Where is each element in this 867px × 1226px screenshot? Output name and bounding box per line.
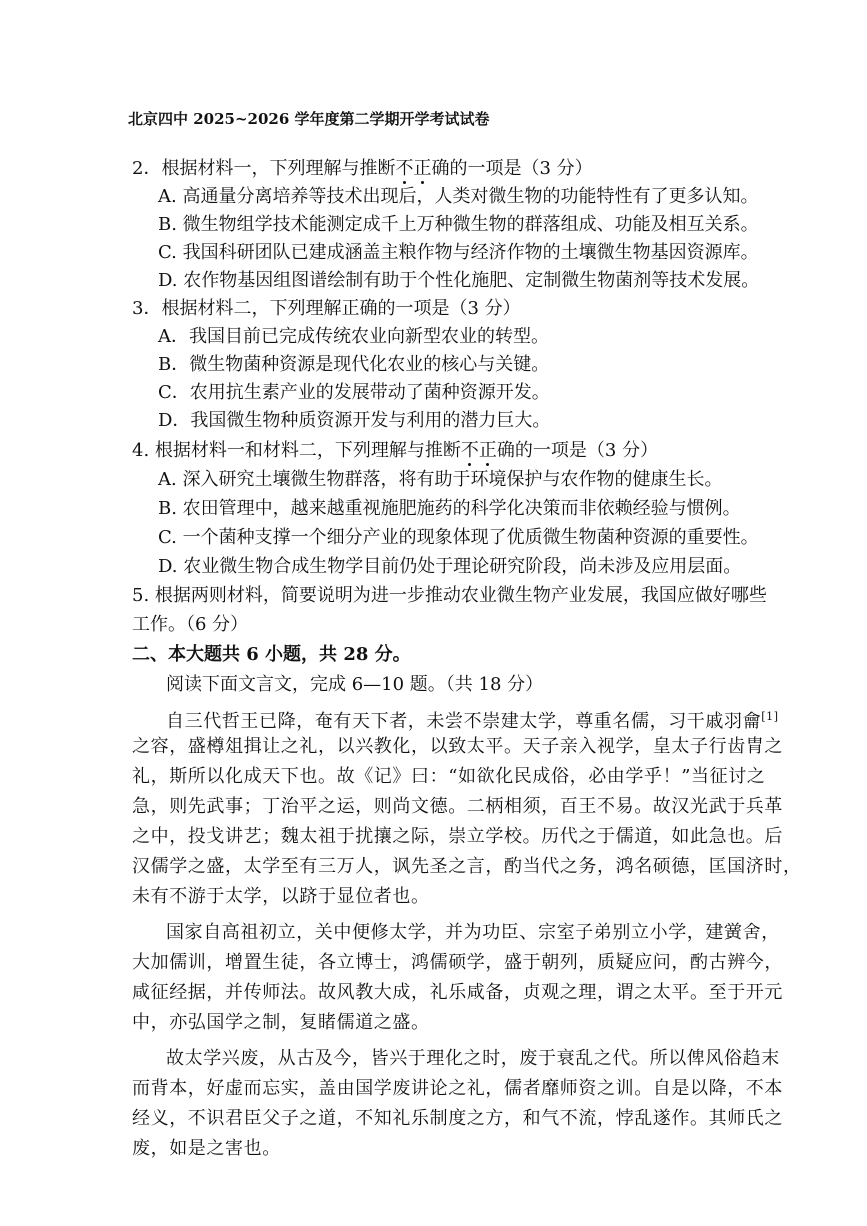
passage-p1-line-4: 急，则先武事；丁治平之运，则尚文德。二柄相须，百王不易。故汉光武于兵革: [132, 796, 783, 817]
question-5-line-2: 工作。（6 分）: [132, 614, 249, 635]
question-4-stem: [132, 440, 658, 462]
passage-p2-line-4: 中，亦弘国学之制，复睹儒道之盛。: [132, 1012, 430, 1033]
emphasis-char-bu: 不: [395, 158, 414, 179]
passage-p1-line-7: 未有不游于太学，以跻于显位者也。: [132, 886, 430, 907]
passage-p3-line-4: 废，如是之害也。: [132, 1138, 281, 1159]
question-4-option-c: C. 一个菌种支撑一个细分产业的现象体现了优质微生物菌种资源的重要性。: [158, 527, 759, 548]
emphasis-char-zheng: 正: [413, 158, 432, 179]
passage-p1-line-5: 之中，投戈讲艺；魏太祖于扰攘之际，崇立学校。历代之于儒道，如此急也。后: [132, 826, 783, 847]
passage-p1-text: 自三代哲王已降，奄有天下者，未尝不崇建太学，尊重名儒，习干戚羽龠: [166, 711, 762, 732]
footnote-marker: [1]: [761, 710, 779, 723]
passage-p2-line-3: 咸征经据，并传师法。故风教大成，礼乐咸备，贞观之理，谓之太平。至于开元: [132, 982, 783, 1003]
question-4-suffix: 确的一项是（3 分）: [496, 440, 659, 461]
page-header: 北京四中 2025~2026 学年度第二学期开学考试试卷: [128, 110, 490, 128]
question-2-option-d: D. 农作物基因组图谱绘制有助于个性化施肥、定制微生物菌剂等技术发展。: [158, 270, 760, 291]
passage-p1-line-2: 之容，盛樽俎揖让之礼，以兴教化，以致太平。天子亲入视学，皇太子行齿胄之: [132, 736, 783, 757]
passage-p3-line-2: 而背本，好虚而忘实，盖由国学废讲论之礼，儒者靡师资之训。自是以降，不本: [132, 1078, 783, 1099]
question-2-suffix: 确的一项是（3 分）: [431, 158, 593, 179]
question-4-prefix: 4. 根据材料一和材料二，下列理解与推断: [132, 440, 461, 461]
question-3-option-c: C．农用抗生素产业的发展带动了菌种资源开发。: [158, 382, 550, 403]
question-3-option-b: B．微生物菌种资源是现代化农业的核心与关键。: [158, 354, 550, 375]
emphasis-char-bu: 不: [460, 440, 479, 461]
question-5-line-1: 5. 根据两则材料，简要说明为进一步推动农业微生物产业发展，我国应做好哪些: [132, 585, 767, 606]
section-2-intro: 阅读下面文言文，完成 6—10 题。（共 18 分）: [166, 674, 544, 695]
question-3-option-a: A．我国目前已完成传统农业向新型农业的转型。: [158, 326, 549, 347]
question-2-prefix: 2．根据材料一，下列理解与推断: [132, 158, 396, 179]
question-4-option-d: D. 农业微生物合成生物学目前仍处于理论研究阶段，尚未涉及应用层面。: [158, 556, 742, 577]
passage-p3-line-3: 经义，不识君臣父子之道，不知礼乐制度之方，和气不流，悖乱遂作。其师氏之: [132, 1108, 783, 1129]
passage-p1-line-6: 汉儒学之盛，太学至有三万人，讽先圣之言，酌当代之务，鸿名硕德，匡国济时，: [132, 856, 802, 877]
question-2-option-a: A. 高通量分离培养等技术出现后，人类对微生物的功能特性有了更多认知。: [158, 186, 759, 207]
question-2-option-c: C. 我国科研团队已建成涵盖主粮作物与经济作物的土壤微生物基因资源库。: [158, 242, 759, 263]
passage-p3-line-1: 故太学兴废，从古及今，皆兴于理化之时，废于衰乱之代。所以俾风俗趋末: [166, 1048, 780, 1069]
question-3-stem: 3．根据材料二，下列理解正确的一项是（3 分）: [132, 298, 521, 319]
question-2-stem: [132, 158, 593, 180]
passage-p2-line-2: 大加儒训，增置生徒，各立博士，鸿儒硕学，盛于朝列，质疑应问，酌古辨今，: [132, 952, 783, 973]
emphasis-char-zheng: 正: [478, 440, 497, 461]
passage-p2-line-1: 国家自高祖初立，关中便修太学，并为功臣、宗室子弟别立小学，建黉舍，: [166, 922, 780, 943]
question-4-option-a: A. 深入研究土壤微生物群落，将有助于环境保护与农作物的健康生长。: [158, 469, 723, 490]
passage-p1-line-1: [166, 706, 779, 733]
passage-p1-line-3: 礼，斯所以化成天下也。故《记》曰：“如欲化民成俗，必由学乎！”当征讨之: [132, 766, 766, 787]
question-2-option-b: B. 微生物组学技术能测定成千上万种微生物的群落组成、功能及相互关系。: [158, 214, 759, 235]
question-3-option-d: D．我国微生物种质资源开发与利用的潜力巨大。: [158, 410, 551, 431]
question-4-option-b: B. 农田管理中，越来越重视施肥施药的科学化决策而非依赖经验与惯例。: [158, 498, 741, 519]
section-2-heading: 二、本大题共 6 小题，共 28 分。: [132, 644, 411, 665]
